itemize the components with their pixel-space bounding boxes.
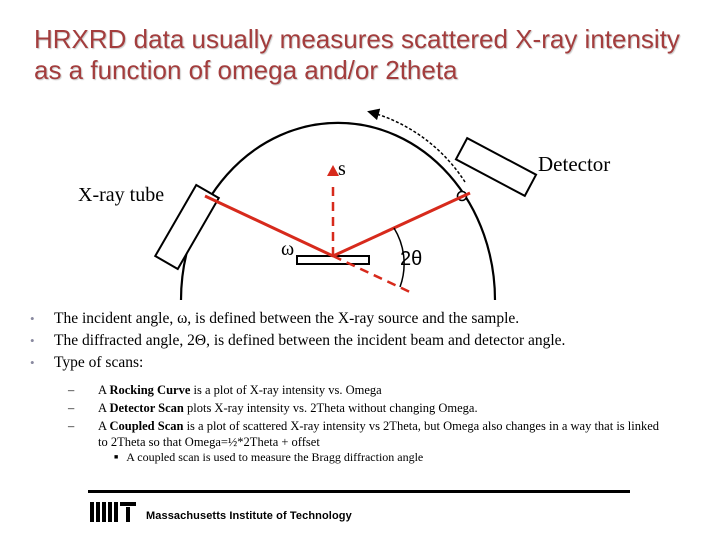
bullet-icon: •	[30, 311, 35, 326]
bullet-icon: •	[30, 333, 35, 348]
scan-item-detector-scan: – A Detector Scan plots X-ray intensity vs. 2Theta without changing Omega.	[68, 401, 478, 415]
two-theta-label: 2θ	[400, 248, 423, 270]
omega-label: ω	[281, 238, 295, 260]
mit-logo	[90, 500, 142, 524]
detector-label: Detector	[538, 152, 611, 176]
detector-icon	[456, 138, 536, 196]
bullet-icon: •	[30, 355, 35, 370]
institution-name: Massachusetts Institute of Technology	[146, 510, 352, 522]
goniometer-arc	[181, 123, 495, 300]
footer-rule	[88, 490, 630, 493]
normal-s-label: s	[338, 158, 346, 180]
coupled-scan-note: ■ A coupled scan is used to measure the Bragg diffraction angle	[114, 450, 424, 464]
xray-tube-label: X-ray tube	[78, 184, 165, 206]
bullet-item: • The diffracted angle, 2Θ, is defined between the incident beam and detector angle.	[28, 330, 708, 352]
bullet-list	[28, 308, 708, 465]
incident-beam-extension	[333, 256, 410, 292]
scan-item-coupled-scan: – A Coupled Scan is a plot of scattered X-ray intensity vs 2Theta, but Omega also changes in a way that is linked to 2Theta so that Omega=½*2Theta + offset	[68, 419, 660, 449]
page-title: HRXRD data usually measures scattered X-ray intensity as a function of omega and/or 2theta	[34, 24, 680, 85]
bullet-item: • The incident angle, ω, is defined between the X-ray source and the sample.	[28, 308, 708, 330]
bullet-item: • Type of scans:	[28, 352, 708, 374]
incident-beam	[205, 196, 333, 256]
scan-item-rocking-curve: – A Rocking Curve is a plot of X-ray intensity vs. Omega	[68, 383, 382, 397]
